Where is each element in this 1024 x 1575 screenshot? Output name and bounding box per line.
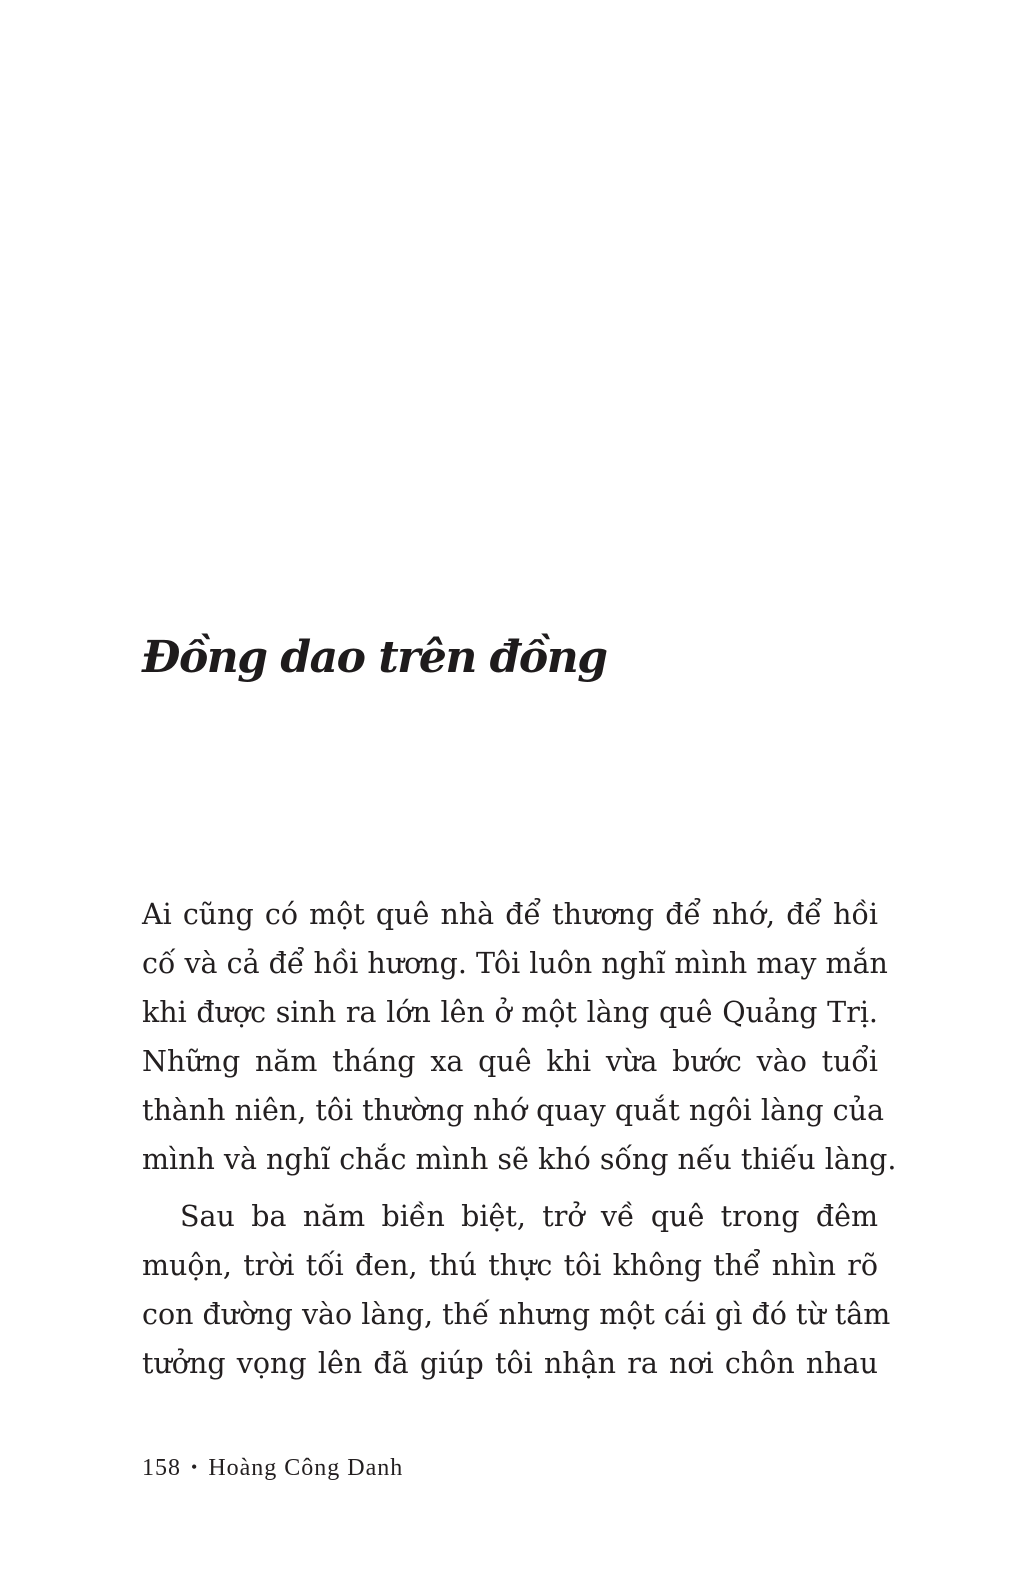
chapter-title: Đồng dao trên đồng bbox=[142, 632, 607, 683]
body-text bbox=[142, 890, 897, 1388]
text-line: muộn, trời tối đen, thú thực tôi không thể nhìn rõ bbox=[142, 1249, 878, 1282]
text-line: khi được sinh ra lớn lên ở một làng quê Quảng Trị. bbox=[142, 996, 878, 1029]
page-footer bbox=[142, 1455, 403, 1482]
page-number: 158 bbox=[142, 1455, 181, 1481]
paragraph-1 bbox=[142, 890, 897, 1184]
text-line: con đường vào làng, thế nhưng một cái gì đó từ tâm bbox=[142, 1298, 891, 1331]
text-line: mình và nghĩ chắc mình sẽ khó sống nếu thiếu làng. bbox=[142, 1143, 897, 1176]
paragraph-2 bbox=[142, 1192, 891, 1388]
text-line: Sau ba năm biền biệt, trở về quê trong đêm bbox=[180, 1200, 878, 1233]
text-line: cố và cả để hồi hương. Tôi luôn nghĩ mình may mắn bbox=[142, 947, 888, 980]
footer-separator: • bbox=[191, 1457, 199, 1477]
text-line: tưởng vọng lên đã giúp tôi nhận ra nơi chôn nhau bbox=[142, 1347, 878, 1380]
text-line: Ai cũng có một quê nhà để thương để nhớ, để hồi bbox=[142, 898, 878, 931]
author-name: Hoàng Công Danh bbox=[208, 1455, 404, 1481]
text-line: thành niên, tôi thường nhớ quay quắt ngôi làng của bbox=[142, 1094, 884, 1127]
text-line: Những năm tháng xa quê khi vừa bước vào tuổi bbox=[142, 1045, 878, 1078]
